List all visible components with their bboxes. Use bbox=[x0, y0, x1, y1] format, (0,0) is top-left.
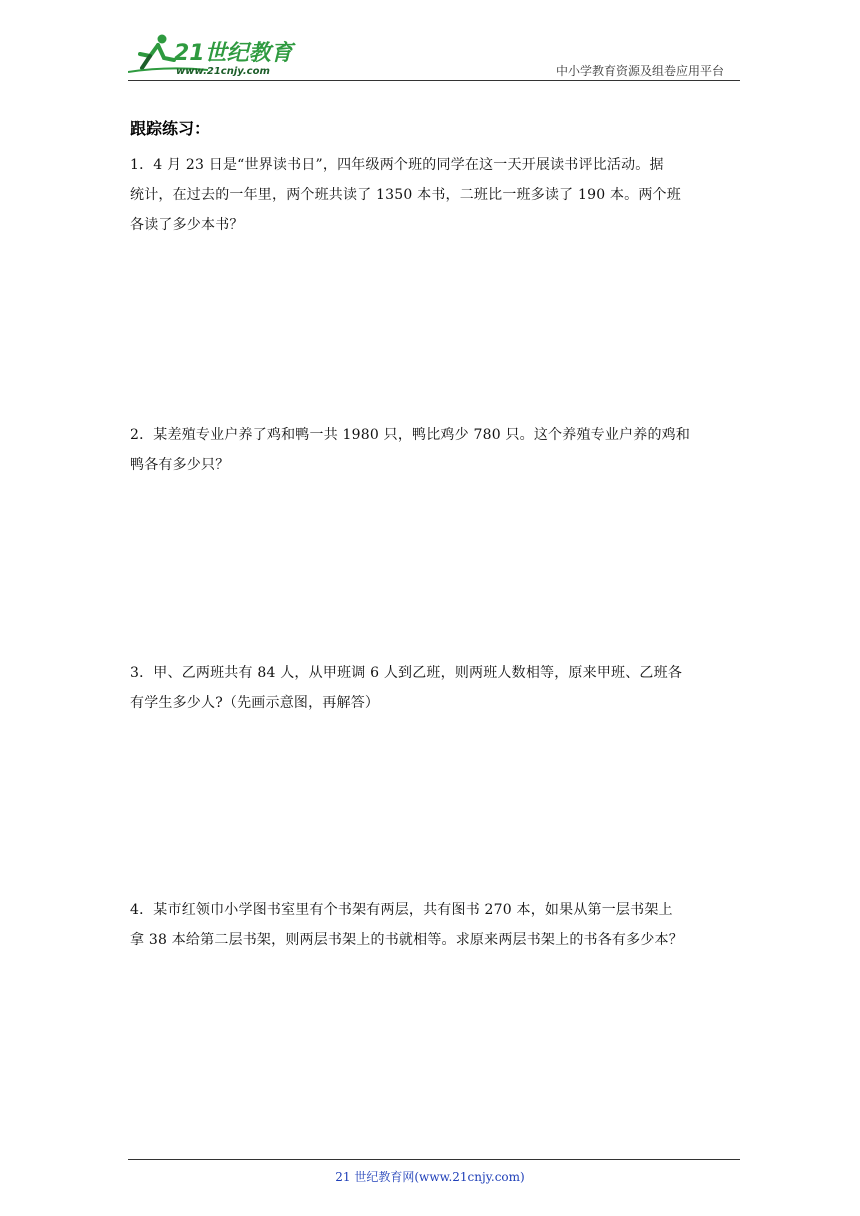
question-2 bbox=[130, 420, 730, 480]
header-divider bbox=[128, 80, 740, 81]
question-line: 统计，在过去的一年里，两个班共读了 1350 本书，二班比一班多读了 190 本。两个班 bbox=[130, 187, 681, 203]
page-header bbox=[128, 30, 738, 82]
question-line: 各读了多少本书？ bbox=[130, 217, 244, 233]
question-line: 4．某市红领巾小学图书室里有个书架有两层，共有图书 270 本，如果从第一层书架上 bbox=[130, 902, 673, 918]
platform-name: 中小学教育资源及组卷应用平台 bbox=[555, 64, 724, 78]
footer-link[interactable]: 21 世纪教育网(www.21cnjy.com) bbox=[335, 1170, 525, 1184]
21cnjy-logo bbox=[128, 30, 298, 78]
question-3 bbox=[130, 658, 730, 718]
question-line: 拿 38 本给第二层书架，则两层书架上的书就相等。求原来两层书架上的书各有多少本？ bbox=[130, 932, 683, 948]
question-1 bbox=[130, 150, 730, 240]
footer-divider bbox=[128, 1159, 740, 1160]
question-line: 3．甲、乙两班共有 84 人，从甲班调 6 人到乙班，则两班人数相等，原来甲班、乙班各 bbox=[130, 665, 683, 681]
question-line: 鸭各有多少只？ bbox=[130, 457, 230, 473]
logo-text: 21世纪教育 bbox=[174, 41, 293, 66]
question-4 bbox=[130, 895, 730, 955]
question-line: 2．某差殖专业户养了鸡和鸭一共 1980 只，鸭比鸡少 780 只。这个养殖专业户养的鸡和 bbox=[130, 427, 691, 443]
question-line: 1．4 月 23 日是“世界读书日”，四年级两个班的同学在这一天开展读书评比活动。据 bbox=[130, 157, 664, 173]
section-title: 跟踪练习： bbox=[130, 119, 211, 138]
logo-url: www.21cnjy.com bbox=[176, 66, 270, 77]
question-line: 有学生多少人?（先画示意图，再解答） bbox=[130, 695, 380, 711]
